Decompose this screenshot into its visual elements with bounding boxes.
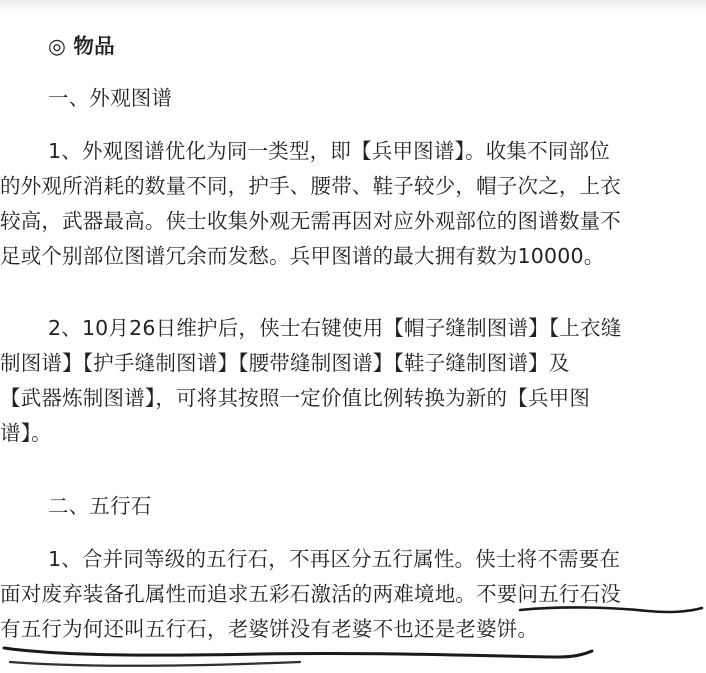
paragraph-line: 足或个别部位图谱冗余而发愁。兵甲图谱的最大拥有数为10000。 [0,244,605,268]
paragraph-line: 【武器炼制图谱】，可将其按照一定价值比例转换为新的【兵甲图 [0,386,591,410]
paragraph-line: 的外观所消耗的数量不同，护手、腰带、鞋子较少，帽子次之，上衣 [0,174,621,198]
paragraph-line: 制图谱】【护手缝制图谱】【腰带缝制图谱】【鞋子缝制图谱】及 [0,351,570,375]
paragraph-line: 1、合并同等级的五行石，不再区分五行属性。侠士将不需要在 [48,547,621,571]
paragraph-line: 有五行为何还叫五行石，老婆饼没有老婆不也还是老婆饼。 [0,617,539,641]
paragraph-line: 较高，武器最高。侠士收集外观无需再因对应外观部位的图谱数量不 [0,209,621,233]
paragraph-line: 谱】。 [0,421,52,445]
section-heading-five-element-stone: 二、五行石 [48,494,152,518]
paragraph-line: 2、10月26日维护后，侠士右键使用【帽子缝制图谱】【上衣缝 [48,316,622,340]
section-heading-appearance: 一、外观图谱 [48,86,173,110]
paragraph-line: 面对废弃装备孔属性而追求五彩石激活的两难境地。不要问五行石没 [0,582,621,606]
section-title: ◎ 物品 [48,34,115,58]
paragraph-line: 1、外观图谱优化为同一类型，即【兵甲图谱】。收集不同部位 [48,139,610,163]
